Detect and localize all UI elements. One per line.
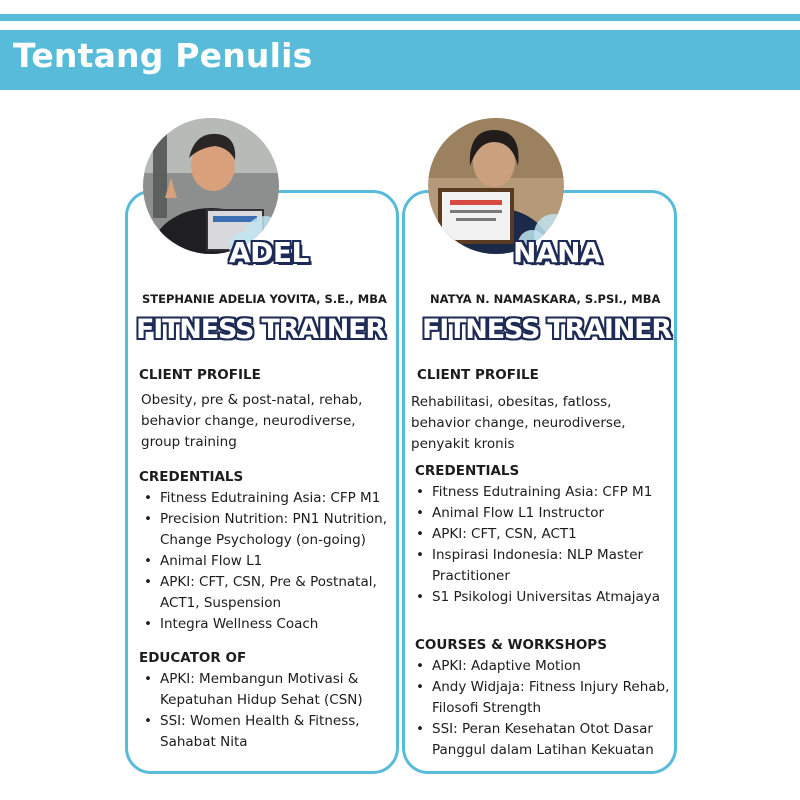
list-item: • Integra Wellness Coach — [140, 614, 392, 635]
avatar-nana — [428, 118, 564, 254]
list-item: • Inspirasi Indonesia: NLP Master Practitioner — [412, 545, 670, 587]
list-item: • APKI: Membangun Motivasi & Kepatuhan Hidup Sehat (CSN) — [140, 669, 392, 711]
courses-heading-nana: COURSES & WORKSHOPS — [415, 637, 607, 653]
credentials-heading-adel: CREDENTIALS — [139, 469, 244, 485]
full-name-adel: STEPHANIE ADELIA YOVITA, S.E., MBA — [142, 292, 387, 306]
client-profile-text-adel: Obesity, pre & post-natal, rehab, behavior change, neurodiverse, group training — [141, 392, 363, 450]
header-top-stripe — [0, 14, 800, 21]
list-item: • SSI: Peran Kesehatan Otot Dasar Panggul dalam Latihan Kekuatan — [412, 719, 670, 761]
list-item: • APKI: CFT, CSN, ACT1 — [412, 524, 670, 545]
list-item: • Precision Nutrition: PN1 Nutrition, Change Psychology (on-going) — [140, 509, 392, 551]
list-item: • Fitness Edutraining Asia: CFP M1 — [412, 482, 670, 503]
credentials-list-nana — [412, 482, 670, 608]
list-item: • APKI: Adaptive Motion — [412, 656, 670, 677]
credentials-list-adel — [140, 488, 392, 635]
educator-heading-adel: EDUCATOR OF — [139, 650, 247, 666]
credentials-heading-nana: CREDENTIALS — [415, 463, 520, 479]
page-title: Tentang Penulis — [13, 36, 313, 75]
nickname-adel: ADEL — [229, 236, 309, 269]
role-title-nana: FITNESS TRAINER — [422, 314, 672, 345]
list-item: • Fitness Edutraining Asia: CFP M1 — [140, 488, 392, 509]
courses-list-nana — [412, 656, 670, 761]
list-item: • Animal Flow L1 — [140, 551, 392, 572]
educator-list-adel — [140, 669, 392, 753]
nickname-nana: NANA — [513, 236, 602, 269]
client-profile-heading-nana: CLIENT PROFILE — [417, 367, 539, 383]
client-profile-text-nana: Rehabilitasi, obesitas, fatloss, behavior change, neurodiverse, penyakit kronis — [411, 394, 626, 452]
list-item: • APKI: CFT, CSN, Pre & Postnatal, ACT1, Suspension — [140, 572, 392, 614]
full-name-nana: NATYA N. NAMASKARA, S.PSI., MBA — [430, 292, 661, 306]
role-title-adel: FITNESS TRAINER — [136, 314, 386, 345]
avatar-adel — [143, 118, 279, 254]
list-item: • SSI: Women Health & Fitness, Sahabat Nita — [140, 711, 392, 753]
trainer-photo-adel — [143, 118, 279, 254]
client-profile-heading-adel: CLIENT PROFILE — [139, 367, 261, 383]
trainer-photo-nana — [428, 118, 564, 254]
list-item: • S1 Psikologi Universitas Atmajaya — [412, 587, 670, 608]
list-item: • Andy Widjaja: Fitness Injury Rehab, Filosofi Strength — [412, 677, 670, 719]
list-item: • Animal Flow L1 Instructor — [412, 503, 670, 524]
